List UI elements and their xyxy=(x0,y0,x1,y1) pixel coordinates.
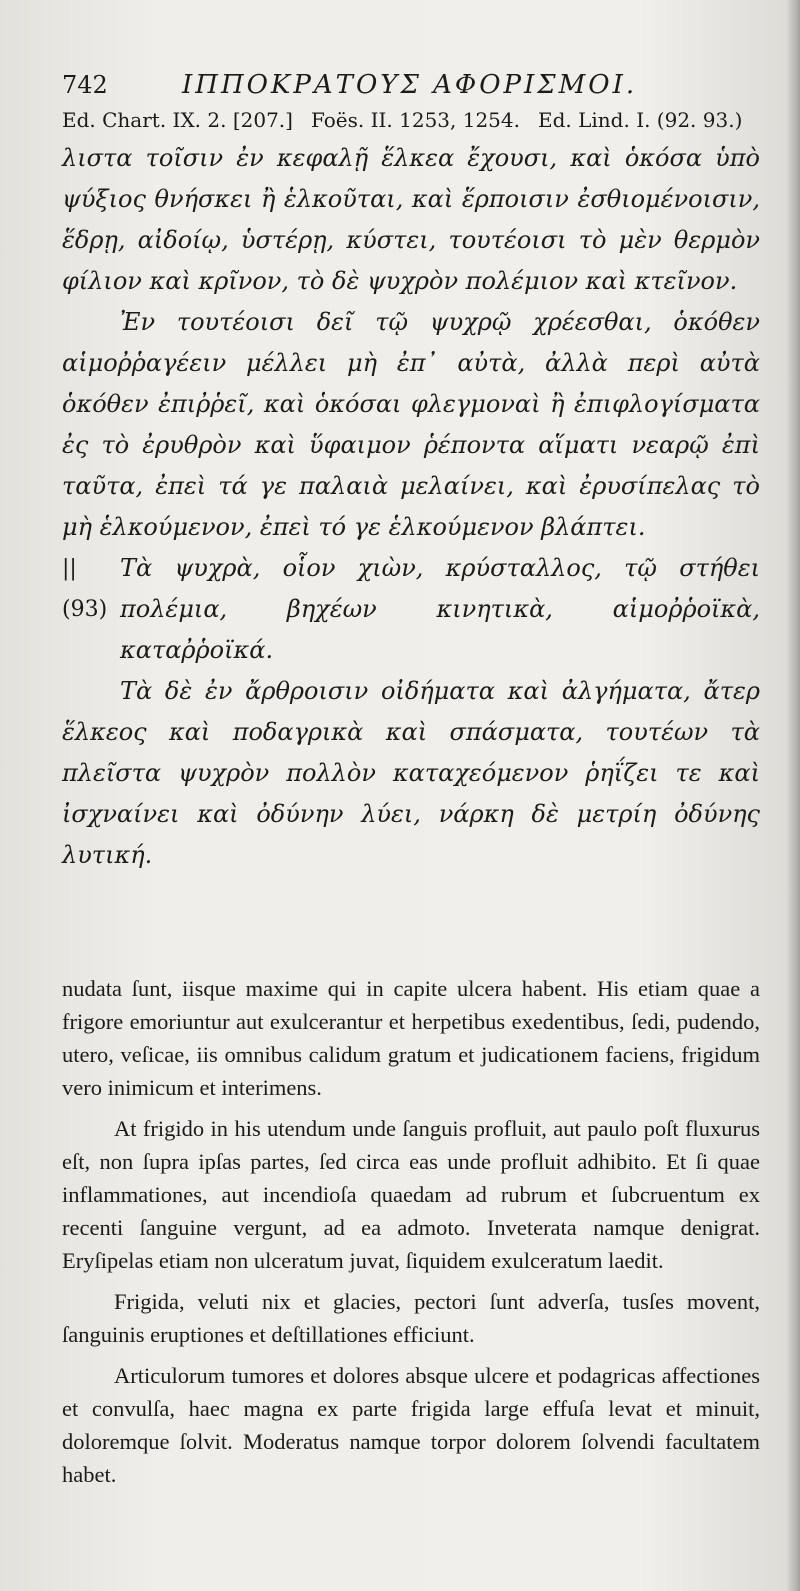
page-number: 742 xyxy=(62,71,108,99)
greek-section-marker: || (93) xyxy=(62,556,108,622)
latin-paragraph-1: nudata ſunt, iisque maxime qui in capite ulcera habent. His etiam quae a frigore emoriuntur aut exulcerantur et herpetibus exedentibus, ſedi, pudendo, utero, veſicae, iis omnibus calidum gratum et judicationem faciens, frigidum vero inimicum et interimens. xyxy=(62,976,760,1100)
greek-paragraph-2: Ἐν τουτέοισι δεῖ τῷ ψυχρῷ χρέεσθαι, ὁκόθεν αἱμοῤῥαγέειν μέλλει μὴ ἐπ᾽ αὐτὰ, ἀλλὰ περὶ αὐτὰ ὁκόθεν ἐπιῤῥεῖ, καὶ ὁκόσαι φλεγμοναὶ ἢ ἐπιφλογίσματα ἐς τὸ ἐρυθρὸν καὶ ὕφαιμον ῥέποντα αἵματι νεαρῷ ἐπὶ ταῦτα, ἐπεὶ τά γε παλαιὰ μελαίνει, καὶ ἐρυσίπελας τὸ μὴ ἑλκούμενον, ἐπεὶ τό γε ἑλκούμενον βλάπτει. xyxy=(62,308,760,541)
chart-edition-reference: Ed. Chart. IX. 2. [207.] xyxy=(62,108,293,132)
latin-paragraph-2: At frigido in his utendum unde ſanguis profluit, aut paulo poſt fluxurus eſt, non ſupra ipſas partes, ſed circa eas unde profluit adhibito. Et ſi quae inflammationes, aut incendioſa quaedam ad rubrum et ſubcruentum ex recenti ſanguine vergunt, ad ea admoto. Inveterata namque denigrat. Eryſipelas etiam non ulceratum juvat, ſiquidem exulceratum laedit. xyxy=(62,1116,760,1273)
greek-paragraph-4: Τὰ δὲ ἐν ἄρθροισιν οἰδήματα καὶ ἀλγήματα, ἄτερ ἕλκεος καὶ ποδαγρικὰ καὶ σπάσματα, τουτέων τὰ πλεῖστα ψυχρὸν πολλὸν καταχεόμενον ῥηΐζει τε καὶ ἰσχναίνει καὶ ὀδύνην λύει, νάρκη δὲ μετρίη ὀδύνης λυτική. xyxy=(62,677,760,869)
latin-paragraph-3: Frigida, veluti nix et glacies, pectori ſunt adverſa, tusſes movent, ſanguinis eruptiones et deſtillationes efficiunt. xyxy=(62,1289,760,1347)
running-title: ΙΠΠΟΚΡΑΤΟΥΣ ΑΦΟΡΙΣΜΟΙ. xyxy=(182,70,638,100)
lind-edition-reference: Ed. Lind. I. (92. 93.) xyxy=(538,108,743,132)
edition-references xyxy=(62,108,760,138)
greek-paragraph-3-row xyxy=(62,548,760,671)
page-edge-shadow xyxy=(786,0,800,1591)
section-separator xyxy=(62,876,760,972)
foes-edition-reference: Foës. II. 1253, 1254. xyxy=(310,108,520,132)
greek-paragraph-1: λιστα τοῖσιν ἐν κεφαλῇ ἕλκεα ἔχουσι, καὶ ὁκόσα ὑπὸ ψύξιος θνήσκει ἢ ἑλκοῦται, καὶ ἕρποισιν ἐσθιομένοισιν, ἕδρῃ, αἰδοίῳ, ὑστέρῃ, κύστει, τουτέοισι τὸ μὲν θερμὸν φίλιον καὶ κρῖνον, τὸ δὲ ψυχρὸν πολέμιον καὶ κτεῖνον. xyxy=(62,144,760,295)
greek-paragraph-3: Τὰ ψυχρὰ, οἷον χιὼν, κρύσταλλος, τῷ στήθει πολέμια, βηχέων κινητικὰ, αἱμοῤῥοϊκὰ, καταῤῥοϊκά. xyxy=(120,554,760,664)
latin-paragraph-4: Articulorum tumores et dolores absque ulcere et podagricas affectiones et convulſa, haec magna ex parte frigida large effuſa levat et minuit, doloremque ſolvit. Moderatus namque torpor dolorem ſolvendi facultatem habet. xyxy=(62,1363,760,1487)
page-header xyxy=(62,70,760,106)
